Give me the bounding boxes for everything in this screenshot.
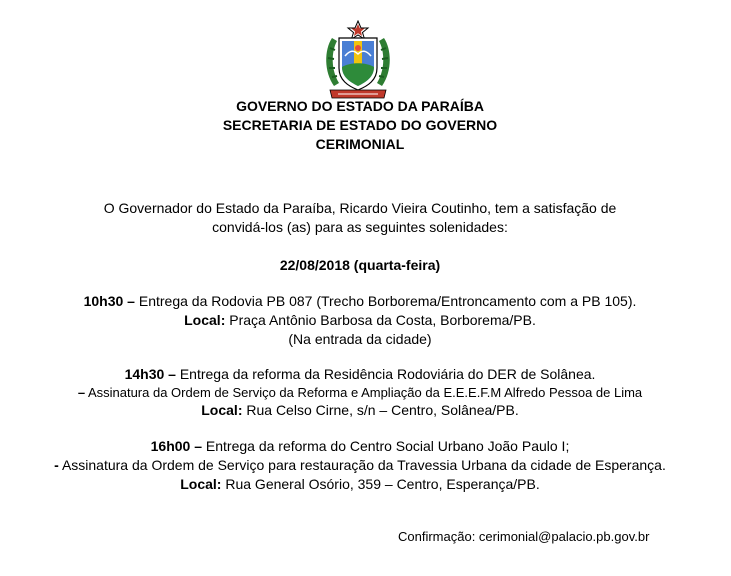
- header-ceremonial: CERIMONIAL: [315, 136, 405, 152]
- event-3-time: 16h00 –: [150, 438, 203, 454]
- intro-line-2: convidá-los (as) para as seguintes solenidades:: [212, 219, 508, 235]
- event-3-local-label: Local:: [180, 476, 222, 492]
- event-2-local-line: [0, 401, 720, 420]
- event-3-description: Entrega da reforma do Centro Social Urbano João Paulo I;: [202, 438, 570, 454]
- event-3-local-line: [0, 475, 720, 494]
- paraiba-coat-of-arms-icon: [320, 20, 396, 102]
- event-1-time: 10h30 –: [83, 293, 135, 309]
- event-2-title: [0, 365, 720, 384]
- event-3-sub: Assinatura da Ordem de Serviço para restauração da Travessia Urbana da cidade de Esperança.: [58, 457, 666, 473]
- event-2-local-label: Local:: [201, 402, 243, 418]
- event-1-local: Praça Antônio Barbosa da Costa, Borborema/PB.: [225, 312, 536, 328]
- event-1-description: Entrega da Rodovia PB 087 (Trecho Borborema/Entroncamento com a PB 105).: [134, 293, 637, 309]
- event-3-local: Rua General Osório, 359 – Centro, Esperança/PB.: [221, 476, 540, 492]
- event-2-description: Entrega da reforma da Residência Rodoviária do DER de Solânea.: [175, 366, 596, 382]
- event-2-sub-dash: –: [77, 385, 86, 400]
- event-2-sub: Assinatura da Ordem de Serviço da Reforma e Ampliação da E.E.E.F.M Alfredo Pessoa de Lima: [85, 385, 643, 400]
- event-date: 22/08/2018 (quarta-feira): [279, 257, 441, 273]
- intro-line-1: O Governador do Estado da Paraíba, Ricardo Vieira Coutinho, tem a satisfação de: [103, 200, 617, 216]
- event-3-sub-dash: -: [54, 457, 59, 473]
- event-3-sub-line: [0, 456, 720, 475]
- event-3-title: [0, 437, 720, 456]
- event-1-local-label: Local:: [184, 312, 226, 328]
- event-1-title: [0, 292, 720, 311]
- header-government: GOVERNO DO ESTADO DA PARAÍBA: [236, 98, 484, 114]
- event-2-local: Rua Celso Cirne, s/n – Centro, Solânea/PB.: [242, 402, 519, 418]
- header-secretariat: SECRETARIA DE ESTADO DO GOVERNO: [222, 117, 498, 133]
- event-2-time: 14h30 –: [124, 366, 176, 382]
- event-1-local-line: [0, 311, 720, 330]
- event-1-note: (Na entrada da cidade): [288, 331, 432, 347]
- confirmation-email: Confirmação: cerimonial@palacio.pb.gov.br: [398, 529, 650, 544]
- event-2-sub-line: [0, 383, 720, 402]
